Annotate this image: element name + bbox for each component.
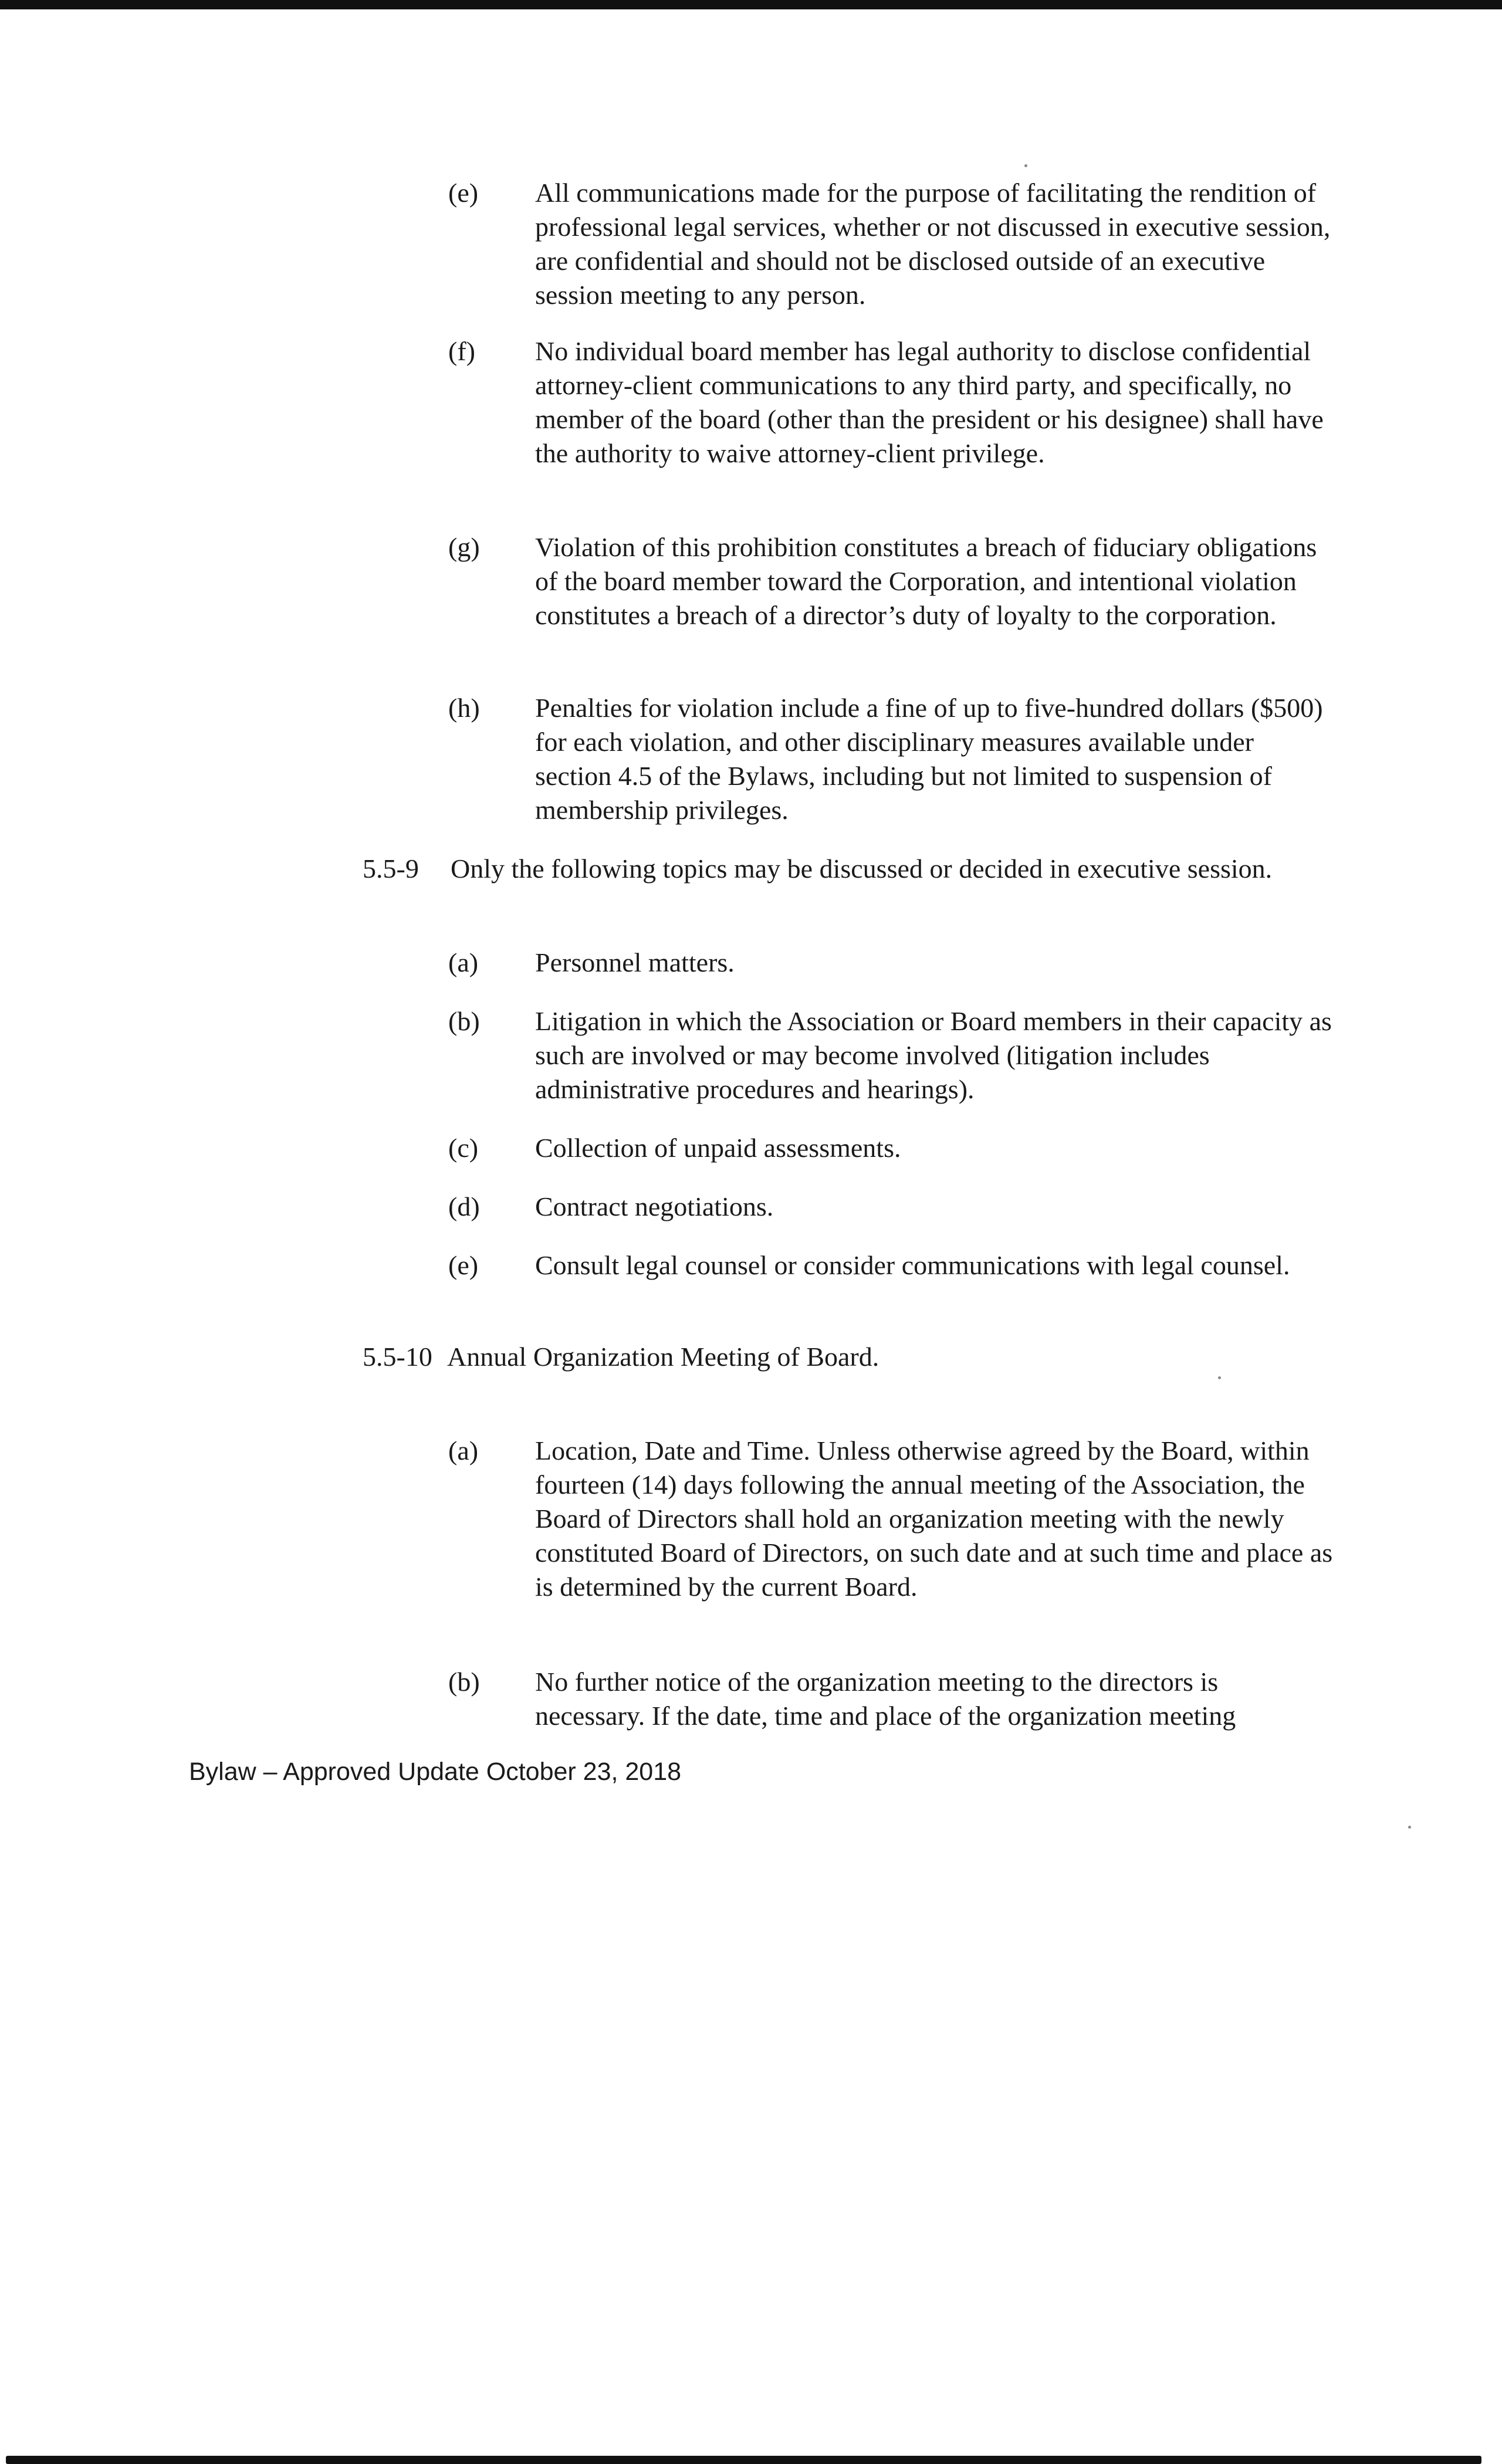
item-label-g: (g) bbox=[448, 532, 480, 562]
scan-speck bbox=[1408, 1826, 1411, 1829]
item-text-g: Violation of this prohibition constitutes a breach of fiduciary obligations of the board member toward the Corporation, and intentional violation constitutes a breach of a director’s duty of loyalty to the corporation. bbox=[535, 532, 1317, 630]
scan-speck bbox=[1218, 1376, 1221, 1379]
item-text-d: Contract negotiations. bbox=[535, 1192, 774, 1221]
item-label-d: (d) bbox=[448, 1192, 480, 1221]
section-heading-5-5-10: Annual Organization Meeting of Board. bbox=[447, 1342, 879, 1372]
item-label-h: (h) bbox=[448, 693, 480, 723]
bottom-border-rule bbox=[6, 2456, 1481, 2464]
section-heading-5-5-9: Only the following topics may be discussed or decided in executive session. bbox=[451, 854, 1273, 884]
item-text-e2: Consult legal counsel or consider communications with legal counsel. bbox=[535, 1250, 1290, 1280]
item-text-h: Penalties for violation include a fine of up to five-hundred dollars ($500) for each violation, and other disciplinary measures available under section 4.5 of the Bylaws, including but not limited to suspension of membership privileges. bbox=[535, 693, 1323, 825]
item-text-b: Litigation in which the Association or Board members in their capacity as such are involved or may become involved (litigation includes administrative procedures and hearings). bbox=[535, 1006, 1332, 1104]
item-label-a2: (a) bbox=[448, 1436, 479, 1465]
item-text-c: Collection of unpaid assessments. bbox=[535, 1133, 901, 1163]
item-label-b2: (b) bbox=[448, 1667, 480, 1697]
item-label-b: (b) bbox=[448, 1006, 480, 1036]
item-label-a: (a) bbox=[448, 947, 479, 977]
item-text-a: Personnel matters. bbox=[535, 947, 735, 977]
section-number-5-5-9: 5.5-9 bbox=[363, 854, 419, 884]
item-text-e: All communications made for the purpose of facilitating the rendition of professional legal services, whether or not discussed in executive session, are confidential and should not be disclosed outside of an executive session meeting to any person. bbox=[535, 178, 1331, 310]
item-text-a2: Location, Date and Time. Unless otherwise agreed by the Board, within fourteen (14) days following the annual meeting of the Association, the Board of Directors shall hold an organization meeting with the newly constituted Board of Directors, on such date and at such time and place as is determined by the current Board. bbox=[535, 1436, 1333, 1602]
scan-speck bbox=[1024, 164, 1027, 167]
item-label-f: (f) bbox=[448, 336, 475, 366]
item-text-b2: No further notice of the organization meeting to the directors is necessary. If the date, time and place of the organization meeting bbox=[535, 1667, 1236, 1731]
item-label-c: (c) bbox=[448, 1133, 479, 1163]
item-label-e2: (e) bbox=[448, 1250, 479, 1280]
page-footer: Bylaw – Approved Update October 23, 2018 bbox=[189, 1758, 682, 1786]
item-text-f: No individual board member has legal authority to disclose confidential attorney-client communications to any third party, and specifically, no member of the board (other than the president or his designee) shall have the authority to waive attorney-client privilege. bbox=[535, 336, 1324, 468]
item-label-e: (e) bbox=[448, 178, 479, 208]
section-number-5-5-10: 5.5-10 bbox=[363, 1342, 432, 1372]
top-border-rule bbox=[0, 0, 1502, 9]
